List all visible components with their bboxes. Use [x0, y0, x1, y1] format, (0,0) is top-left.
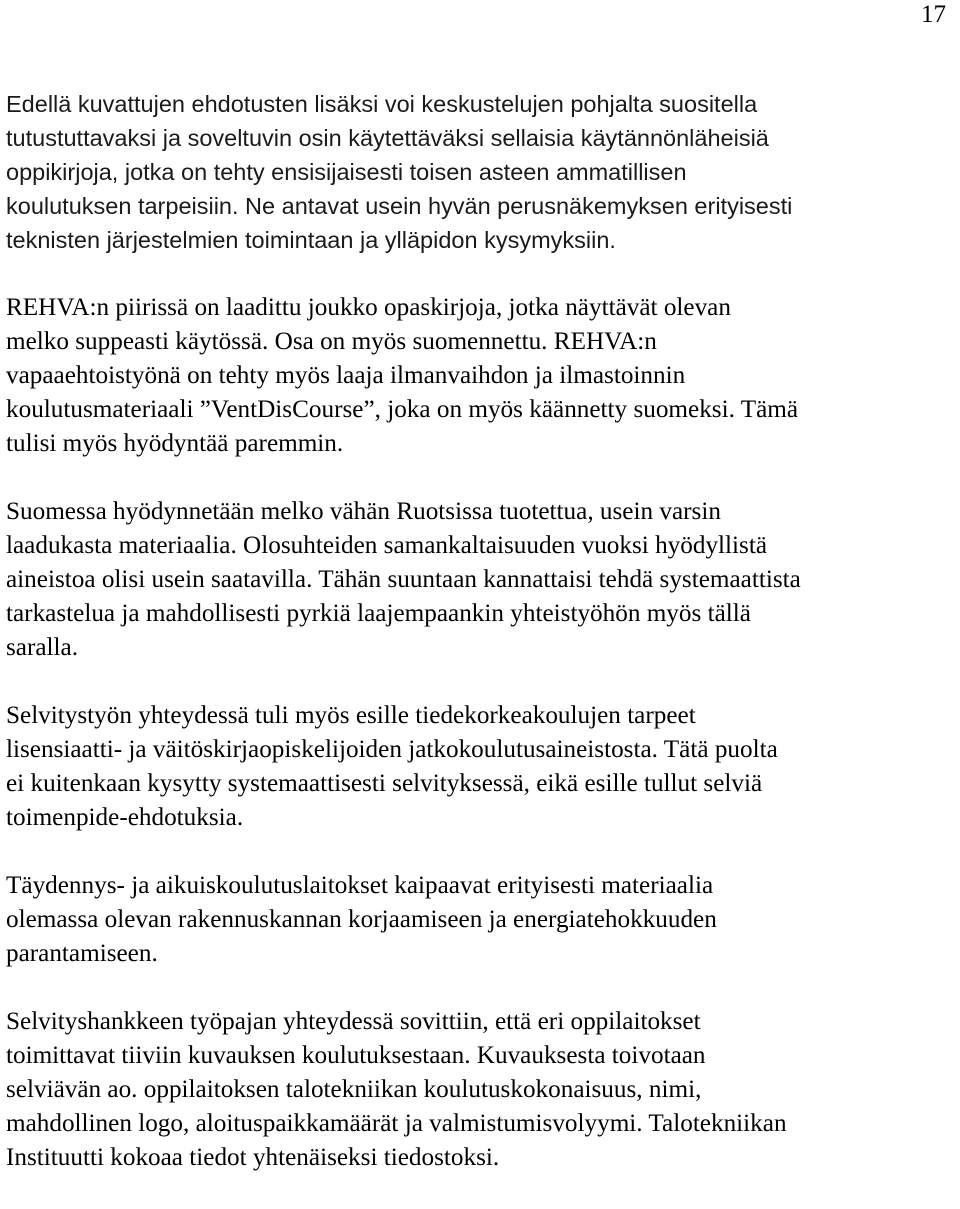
- text-line: koulutuksen tarpeisiin. Ne antavat usein hyvän perusnäkemyksen erityisesti: [6, 193, 793, 219]
- text-line: lisensiaatti- ja väitöskirjaopiskelijoiden jatkokoulutusaineistosta. Tätä puolta: [6, 736, 778, 763]
- text-line: laadukasta materiaalia. Olosuhteiden samankaltaisuuden vuoksi hyödyllistä: [6, 532, 768, 559]
- text-line: teknisten järjestelmien toimintaan ja ylläpidon kysymyksiin.: [6, 227, 616, 253]
- text-line: ei kuitenkaan kysytty systemaattisesti selvityksessä, eikä esille tullut selviä: [6, 770, 763, 797]
- text-line: Suomessa hyödynnetään melko vähän Ruotsissa tuotettua, usein varsin: [6, 498, 721, 525]
- text-line: Selvityshankkeen työpajan yhteydessä sovittiin, että eri oppilaitokset: [6, 1008, 701, 1035]
- text-line: toimittavat tiiviin kuvauksen koulutuksestaan. Kuvauksesta toivotaan: [6, 1042, 706, 1069]
- text-line: selviävän ao. oppilaitoksen talotekniikan koulutuskokonaisuus, nimi,: [6, 1076, 702, 1103]
- paragraph: [6, 869, 958, 971]
- text-line: REHVA:n piirissä on laadittu joukko opaskirjoja, jotka näyttävät olevan: [6, 294, 731, 321]
- text-line: Täydennys- ja aikuiskoulutuslaitokset kaipaavat erityisesti materiaalia: [6, 872, 714, 899]
- text-line: tarkastelua ja mahdollisesti pyrkiä laajempaankin yhteistyöhön myös tällä: [6, 600, 751, 627]
- text-line: toimenpide-ehdotuksia.: [6, 804, 244, 831]
- page-number: 17: [921, 1, 946, 28]
- document-body: [6, 87, 958, 1209]
- paragraph: [6, 87, 958, 257]
- paragraph: [6, 1005, 958, 1175]
- text-line: vapaaehtoistyönä on tehty myös laaja ilmanvaihdon ja ilmastoinnin: [6, 362, 686, 389]
- paragraph: [6, 699, 958, 835]
- text-line: aineistoa olisi usein saatavilla. Tähän suuntaan kannattaisi tehdä systemaattista: [6, 566, 801, 593]
- text-line: tutustuttavaksi ja soveltuvin osin käytettäväksi sellaisia käytännönläheisiä: [6, 125, 769, 151]
- paragraph: [6, 495, 958, 665]
- text-line: Instituutti kokoaa tiedot yhtenäiseksi tiedostoksi.: [6, 1144, 500, 1171]
- text-line: melko suppeasti käytössä. Osa on myös suomennettu. REHVA:n: [6, 328, 657, 355]
- text-line: mahdollinen logo, aloituspaikkamäärät ja valmistumisvolyymi. Talotekniikan: [6, 1110, 787, 1137]
- text-line: saralla.: [6, 634, 79, 661]
- text-line: oppikirjoja, jotka on tehty ensisijaisesti toisen asteen ammatillisen: [6, 159, 687, 185]
- paragraph: [6, 291, 958, 461]
- text-line: Edellä kuvattujen ehdotusten lisäksi voi keskustelujen pohjalta suositella: [6, 91, 758, 117]
- text-line: Selvitystyön yhteydessä tuli myös esille tiedekorkeakoulujen tarpeet: [6, 702, 696, 729]
- text-line: tulisi myös hyödyntää paremmin.: [6, 430, 344, 457]
- text-line: parantamiseen.: [6, 940, 158, 967]
- text-line: koulutusmateriaali ”VentDisCourse”, joka on myös käännetty suomeksi. Tämä: [6, 396, 799, 423]
- text-line: olemassa olevan rakennuskannan korjaamiseen ja energiatehokkuuden: [6, 906, 717, 933]
